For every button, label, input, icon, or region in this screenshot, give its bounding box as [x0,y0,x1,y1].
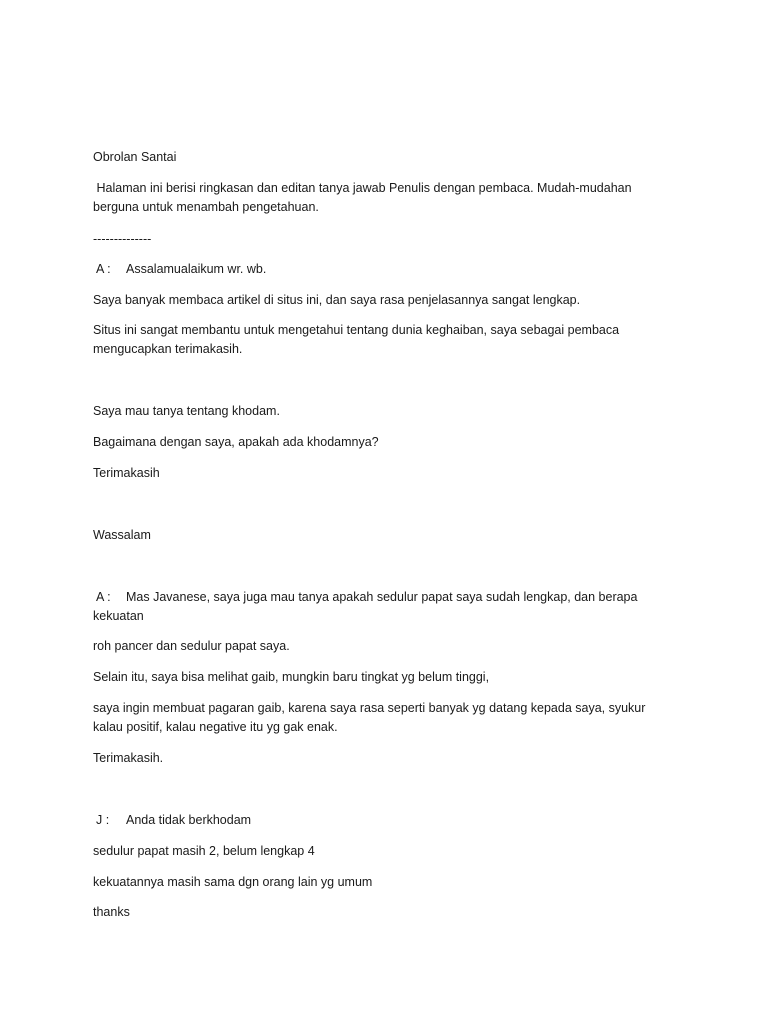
qa1-paragraph-2: Situs ini sangat membantu untuk mengetahui tentang dunia keghaiban, saya sebagai pembaca mengucapkan terimakasih. [93,323,623,356]
qa1-paragraph-4: Bagaimana dengan saya, apakah ada khodamnya? [93,435,379,449]
qa1-paragraph-6: Wassalam [93,528,151,542]
answer-speaker-label: J : [96,813,110,827]
qa2-first-text: Mas Javanese, saya juga mau tanya apakah sedulur papat saya sudah lengkap, dan berapa [126,590,638,604]
qa2-paragraph-2: Selain itu, saya bisa melihat gaib, mungkin baru tingkat yg belum tinggi, [93,670,490,684]
qa2-speaker-label: A : [96,590,111,604]
qa1-greeting: Assalamualaikum wr. wb. [126,262,267,276]
intro-paragraph: Halaman ini berisi ringkasan dan editan tanya jawab Penulis dengan pembaca. Mudah-mudahan berguna untuk menambah pengetahuan. [93,181,636,214]
qa1-paragraph-5: Terimakasih [93,466,160,480]
qa2-paragraph-4: Terimakasih. [93,751,164,765]
document-title: Obrolan Santai [93,150,177,164]
separator-line: -------------- [93,232,152,246]
qa2-first-line [93,588,673,607]
qa2-paragraph-1: roh pancer dan sedulur papat saya. [93,639,290,653]
answer-first-text: Anda tidak berkhodam [126,813,252,827]
answer-paragraph-1: sedulur papat masih 2, belum lengkap 4 [93,844,315,858]
qa2-first-continuation: kekuatan [93,609,144,623]
qa1-speaker-label: A : [96,262,111,276]
qa1-paragraph-3: Saya mau tanya tentang khodam. [93,404,280,418]
qa1-greeting-line [93,260,673,279]
answer-first-line [93,811,673,830]
qa1-paragraph-1: Saya banyak membaca artikel di situs ini, dan saya rasa penjelasannya sangat lengkap. [93,293,581,307]
answer-paragraph-2: kekuatannya masih sama dgn orang lain yg umum [93,875,373,889]
answer-paragraph-3: thanks [93,905,130,919]
qa2-paragraph-3: saya ingin membuat pagaran gaib, karena saya rasa seperti banyak yg datang kepada saya, syukur kalau positif, kalau negative itu yg gak enak. [93,701,649,734]
